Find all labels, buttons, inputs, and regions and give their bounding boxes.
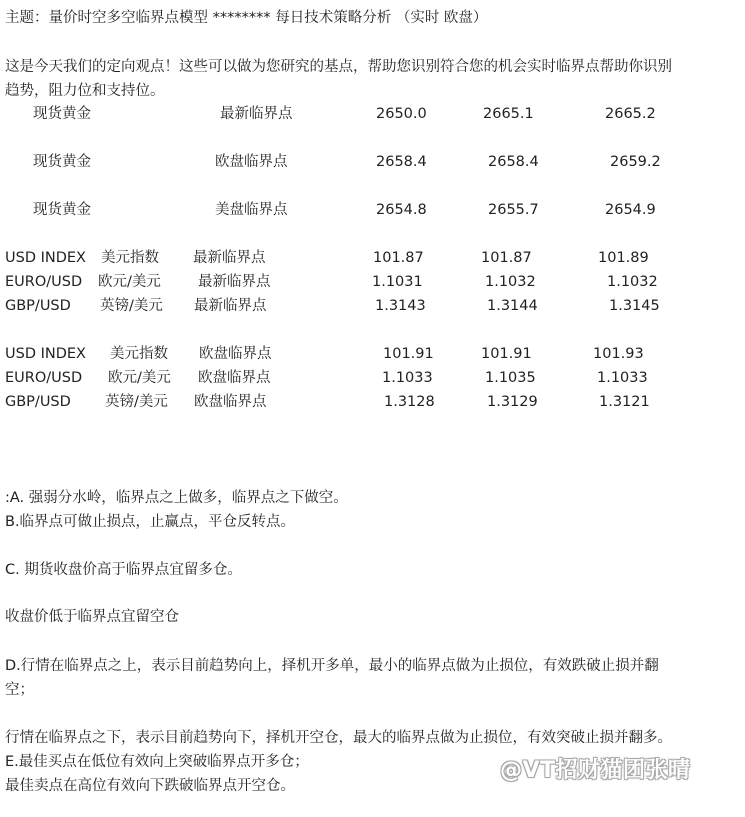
intro-text-line-1: 这是今天我们的定向观点！这些可以做为您研究的基点，帮助您识别符合您的机会实时临界点帮助你识别 <box>5 59 672 75</box>
rule-c: C. 期货收盘价高于临界点宜留多仓。 <box>5 562 242 578</box>
fx-symbol: GBP/USD <box>5 298 71 314</box>
fx-name: 英镑/美元 <box>105 394 168 410</box>
rule-d-line-3: 行情在临界点之下，表示目前趋势向下，择机开空仓，最大的临界点做为止损位，有效突破止损并翻多。 <box>5 730 672 746</box>
fx-symbol: EURO/USD <box>5 274 83 290</box>
fx-value-2: 1.3144 <box>487 298 538 314</box>
fx-value-3: 1.3145 <box>609 298 660 314</box>
fx-value-2: 1.3129 <box>487 394 538 410</box>
gold-value-2: 2655.7 <box>488 202 539 218</box>
fx-label: 欧盘临界点 <box>198 370 271 386</box>
fx-value-3: 101.93 <box>593 346 644 362</box>
fx-value-1: 101.87 <box>373 250 424 266</box>
fx-value-2: 101.91 <box>481 346 532 362</box>
fx-value-1: 1.1033 <box>382 370 433 386</box>
fx-value-1: 101.91 <box>383 346 434 362</box>
fx-label: 最新临界点 <box>198 274 271 290</box>
fx-name: 欧元/美元 <box>98 274 161 290</box>
fx-symbol: EURO/USD <box>5 370 83 386</box>
fx-symbol: USD INDEX <box>5 346 86 362</box>
gold-value-2: 2665.1 <box>483 106 534 122</box>
fx-name: 美元指数 <box>101 250 159 266</box>
fx-label: 欧盘临界点 <box>194 394 267 410</box>
rule-b: B.临界点可做止损点，止赢点，平仓反转点。 <box>5 514 296 530</box>
fx-label: 最新临界点 <box>193 250 266 266</box>
fx-value-3: 1.3121 <box>599 394 650 410</box>
gold-value-1: 2650.0 <box>376 106 427 122</box>
rule-d-line-2: 空； <box>5 682 34 698</box>
fx-value-2: 1.1035 <box>485 370 536 386</box>
rule-e-line-1: E.最佳买点在低位有效向上突破临界点开多仓； <box>5 754 309 770</box>
rule-c-2: 收盘价低于临界点宜留空仓 <box>5 609 179 625</box>
gold-value-1: 2658.4 <box>376 154 427 170</box>
fx-value-3: 1.1032 <box>607 274 658 290</box>
gold-asset: 现货黄金 <box>33 106 91 122</box>
fx-value-2: 1.1032 <box>485 274 536 290</box>
fx-name: 美元指数 <box>110 346 168 362</box>
fx-label: 最新临界点 <box>194 298 267 314</box>
watermark: @VT招财猫团张晴 <box>500 758 691 783</box>
rule-e-line-2: 最佳卖点在高位有效向下跌破临界点开空仓。 <box>5 778 295 794</box>
rule-a: :A. 强弱分水岭，临界点之上做多，临界点之下做空。 <box>5 490 348 506</box>
gold-label: 美盘临界点 <box>215 202 288 218</box>
fx-value-1: 1.3143 <box>375 298 426 314</box>
fx-label: 欧盘临界点 <box>199 346 272 362</box>
fx-value-3: 1.1033 <box>597 370 648 386</box>
gold-asset: 现货黄金 <box>33 202 91 218</box>
fx-symbol: USD INDEX <box>5 250 86 266</box>
gold-label: 最新临界点 <box>220 106 293 122</box>
intro-text-line-2: 趋势，阻力位和支持位。 <box>5 83 165 99</box>
fx-value-1: 1.3128 <box>384 394 435 410</box>
gold-value-1: 2654.8 <box>376 202 427 218</box>
rule-d-line-1: D.行情在临界点之上，表示目前趋势向上，择机开多单，最小的临界点做为止损位，有效跌破止损并翻 <box>5 658 659 674</box>
fx-name: 欧元/美元 <box>108 370 171 386</box>
fx-symbol: GBP/USD <box>5 394 71 410</box>
gold-asset: 现货黄金 <box>33 154 91 170</box>
gold-value-3: 2665.2 <box>605 106 656 122</box>
fx-value-1: 1.1031 <box>372 274 423 290</box>
gold-value-3: 2654.9 <box>605 202 656 218</box>
page-title: 主题：量价时空多空临界点模型 ******** 每日技术策略分析 （实时 欧盘） <box>5 10 488 26</box>
fx-name: 英镑/美元 <box>100 298 163 314</box>
fx-value-2: 101.87 <box>481 250 532 266</box>
gold-value-2: 2658.4 <box>488 154 539 170</box>
gold-value-3: 2659.2 <box>610 154 661 170</box>
fx-value-3: 101.89 <box>598 250 649 266</box>
gold-label: 欧盘临界点 <box>215 154 288 170</box>
